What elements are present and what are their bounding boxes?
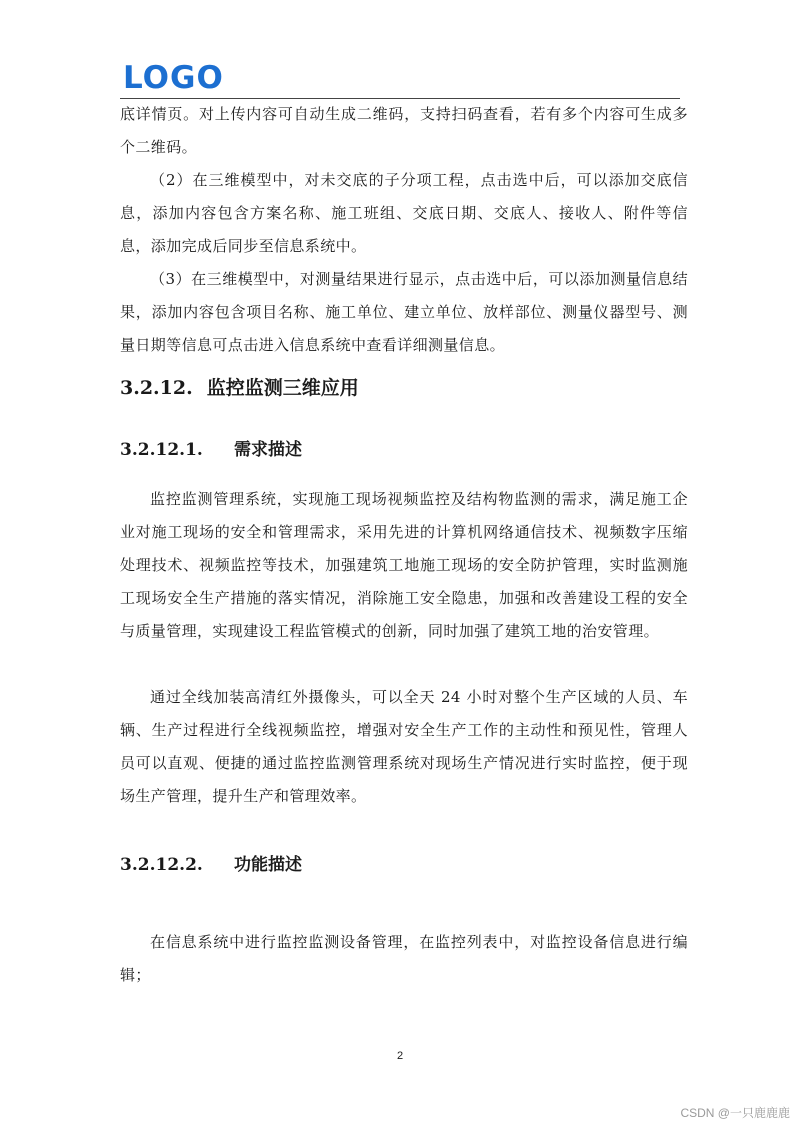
subsection-number: 3.2.12.2.	[120, 855, 203, 875]
subsection-heading-requirements	[120, 434, 302, 466]
section-title: 监控监测三维应用	[206, 377, 359, 399]
subsection-title: 需求描述	[234, 440, 302, 460]
section-heading	[120, 371, 359, 405]
watermark: CSDN @一只鹿鹿鹿	[680, 1106, 790, 1120]
paragraph-item-3: （3）在三维模型中，对测量结果进行显示，点击选中后，可以添加测量信息结果，添加内容包含项目名称、施工单位、建立单位、放样部位、测量仪器型号、测量日期等信息可点击进入信息系统中查看详细测量信息。	[120, 270, 688, 354]
subsection-number: 3.2.12.1.	[120, 440, 203, 460]
paragraph-continuation: 底详情页。对上传内容可自动生成二维码，支持扫码查看，若有多个内容可生成多个二维码。	[120, 105, 688, 156]
section-number: 3.2.12.	[120, 377, 193, 399]
logo: LOGO	[123, 60, 224, 96]
paragraph-functions-1: 在信息系统中进行监控监测设备管理，在监控列表中，对监控设备信息进行编辑；	[120, 933, 688, 984]
paragraph-item-2: （2）在三维模型中，对未交底的子分项工程，点击选中后，可以添加交底信息，添加内容包含方案名称、施工班组、交底日期、交底人、接收人、附件等信息，添加完成后同步至信息系统中。	[120, 171, 688, 255]
subsection-title: 功能描述	[234, 855, 302, 875]
paragraph-requirements-2: 通过全线加装高清红外摄像头，可以全天 24 小时对整个生产区域的人员、车辆、生产过程进行全线视频监控，增强对安全生产工作的主动性和预见性，管理人员可以直观、便捷的通过监控监测管理系统对现场生产情况进行实时监控，便于现场生产管理，提升生产和管理效率。	[120, 688, 688, 805]
subsection-heading-functions	[120, 849, 302, 881]
page-number: 2	[396, 1050, 404, 1062]
paragraph-requirements-1: 监控监测管理系统，实现施工现场视频监控及结构物监测的需求，满足施工企业对施工现场的安全和管理需求，采用先进的计算机网络通信技术、视频数字压缩处理技术、视频监控等技术，加强建筑工地施工现场的安全防护管理，实时监测施工现场安全生产措施的落实情况，消除施工安全隐患，加强和改善建设工程的安全与质量管理，实现建设工程监管模式的创新，同时加强了建筑工地的治安管理。	[120, 490, 688, 640]
